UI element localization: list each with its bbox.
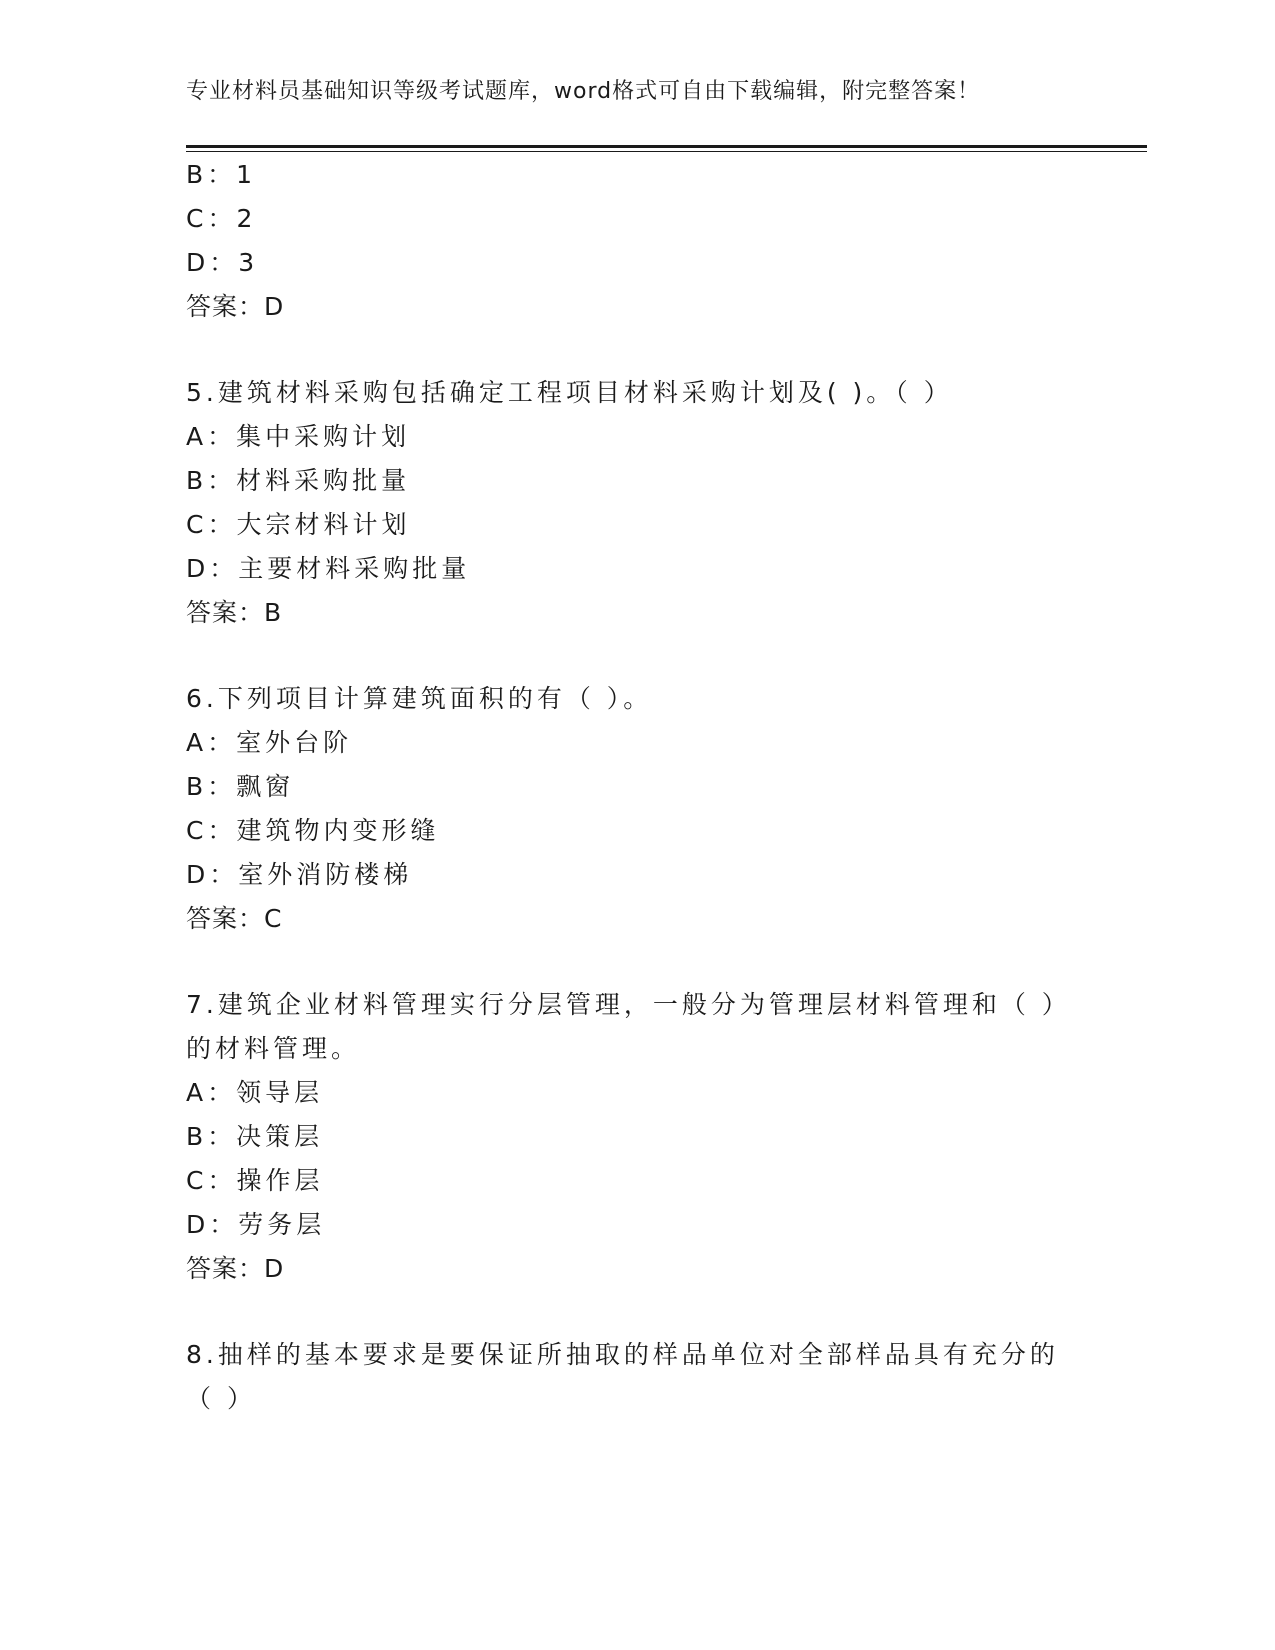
header-rule-thick xyxy=(186,145,1147,148)
option-line: B：飘窗 xyxy=(186,772,295,801)
option-line: B：决策层 xyxy=(186,1122,324,1151)
answer-line: 答案：C xyxy=(186,904,283,933)
question-line: 8.抽样的基本要求是要保证所抽取的样品单位对全部样品具有充分的 xyxy=(186,1340,1059,1369)
answer-line: 答案：D xyxy=(186,1254,285,1283)
option-line: C：建筑物内变形缝 xyxy=(186,816,440,845)
option-line: D：室外消防楼梯 xyxy=(186,860,413,889)
question-line: 7.建筑企业材料管理实行分层管理，一般分为管理层材料管理和（ ） xyxy=(186,990,1071,1019)
option-line: C：大宗材料计划 xyxy=(186,510,411,539)
option-line: A：领导层 xyxy=(186,1078,324,1107)
option-line: C：操作层 xyxy=(186,1166,324,1195)
option-line: B：材料采购批量 xyxy=(186,466,411,495)
question-line: 的材料管理。 xyxy=(186,1034,361,1063)
option-line: D：3 xyxy=(186,248,259,277)
option-line: C：2 xyxy=(186,204,257,233)
question-line: 5.建筑材料采购包括确定工程项目材料采购计划及( )。（ ） xyxy=(186,378,953,407)
answer-line: 答案：D xyxy=(186,292,285,321)
option-line: D：劳务层 xyxy=(186,1210,326,1239)
page-header: 专业材料员基础知识等级考试题库，word格式可自由下载编辑，附完整答案！ xyxy=(186,79,981,104)
question-line: （ ） xyxy=(186,1384,256,1413)
answer-line: 答案：B xyxy=(186,598,283,627)
header-rule-thin xyxy=(186,151,1147,152)
option-line: A：集中采购计划 xyxy=(186,422,411,451)
option-line: A：室外台阶 xyxy=(186,728,353,757)
option-line: B：1 xyxy=(186,160,257,189)
option-line: D：主要材料采购批量 xyxy=(186,554,471,583)
question-line: 6.下列项目计算建筑面积的有（ ）。 xyxy=(186,684,653,713)
